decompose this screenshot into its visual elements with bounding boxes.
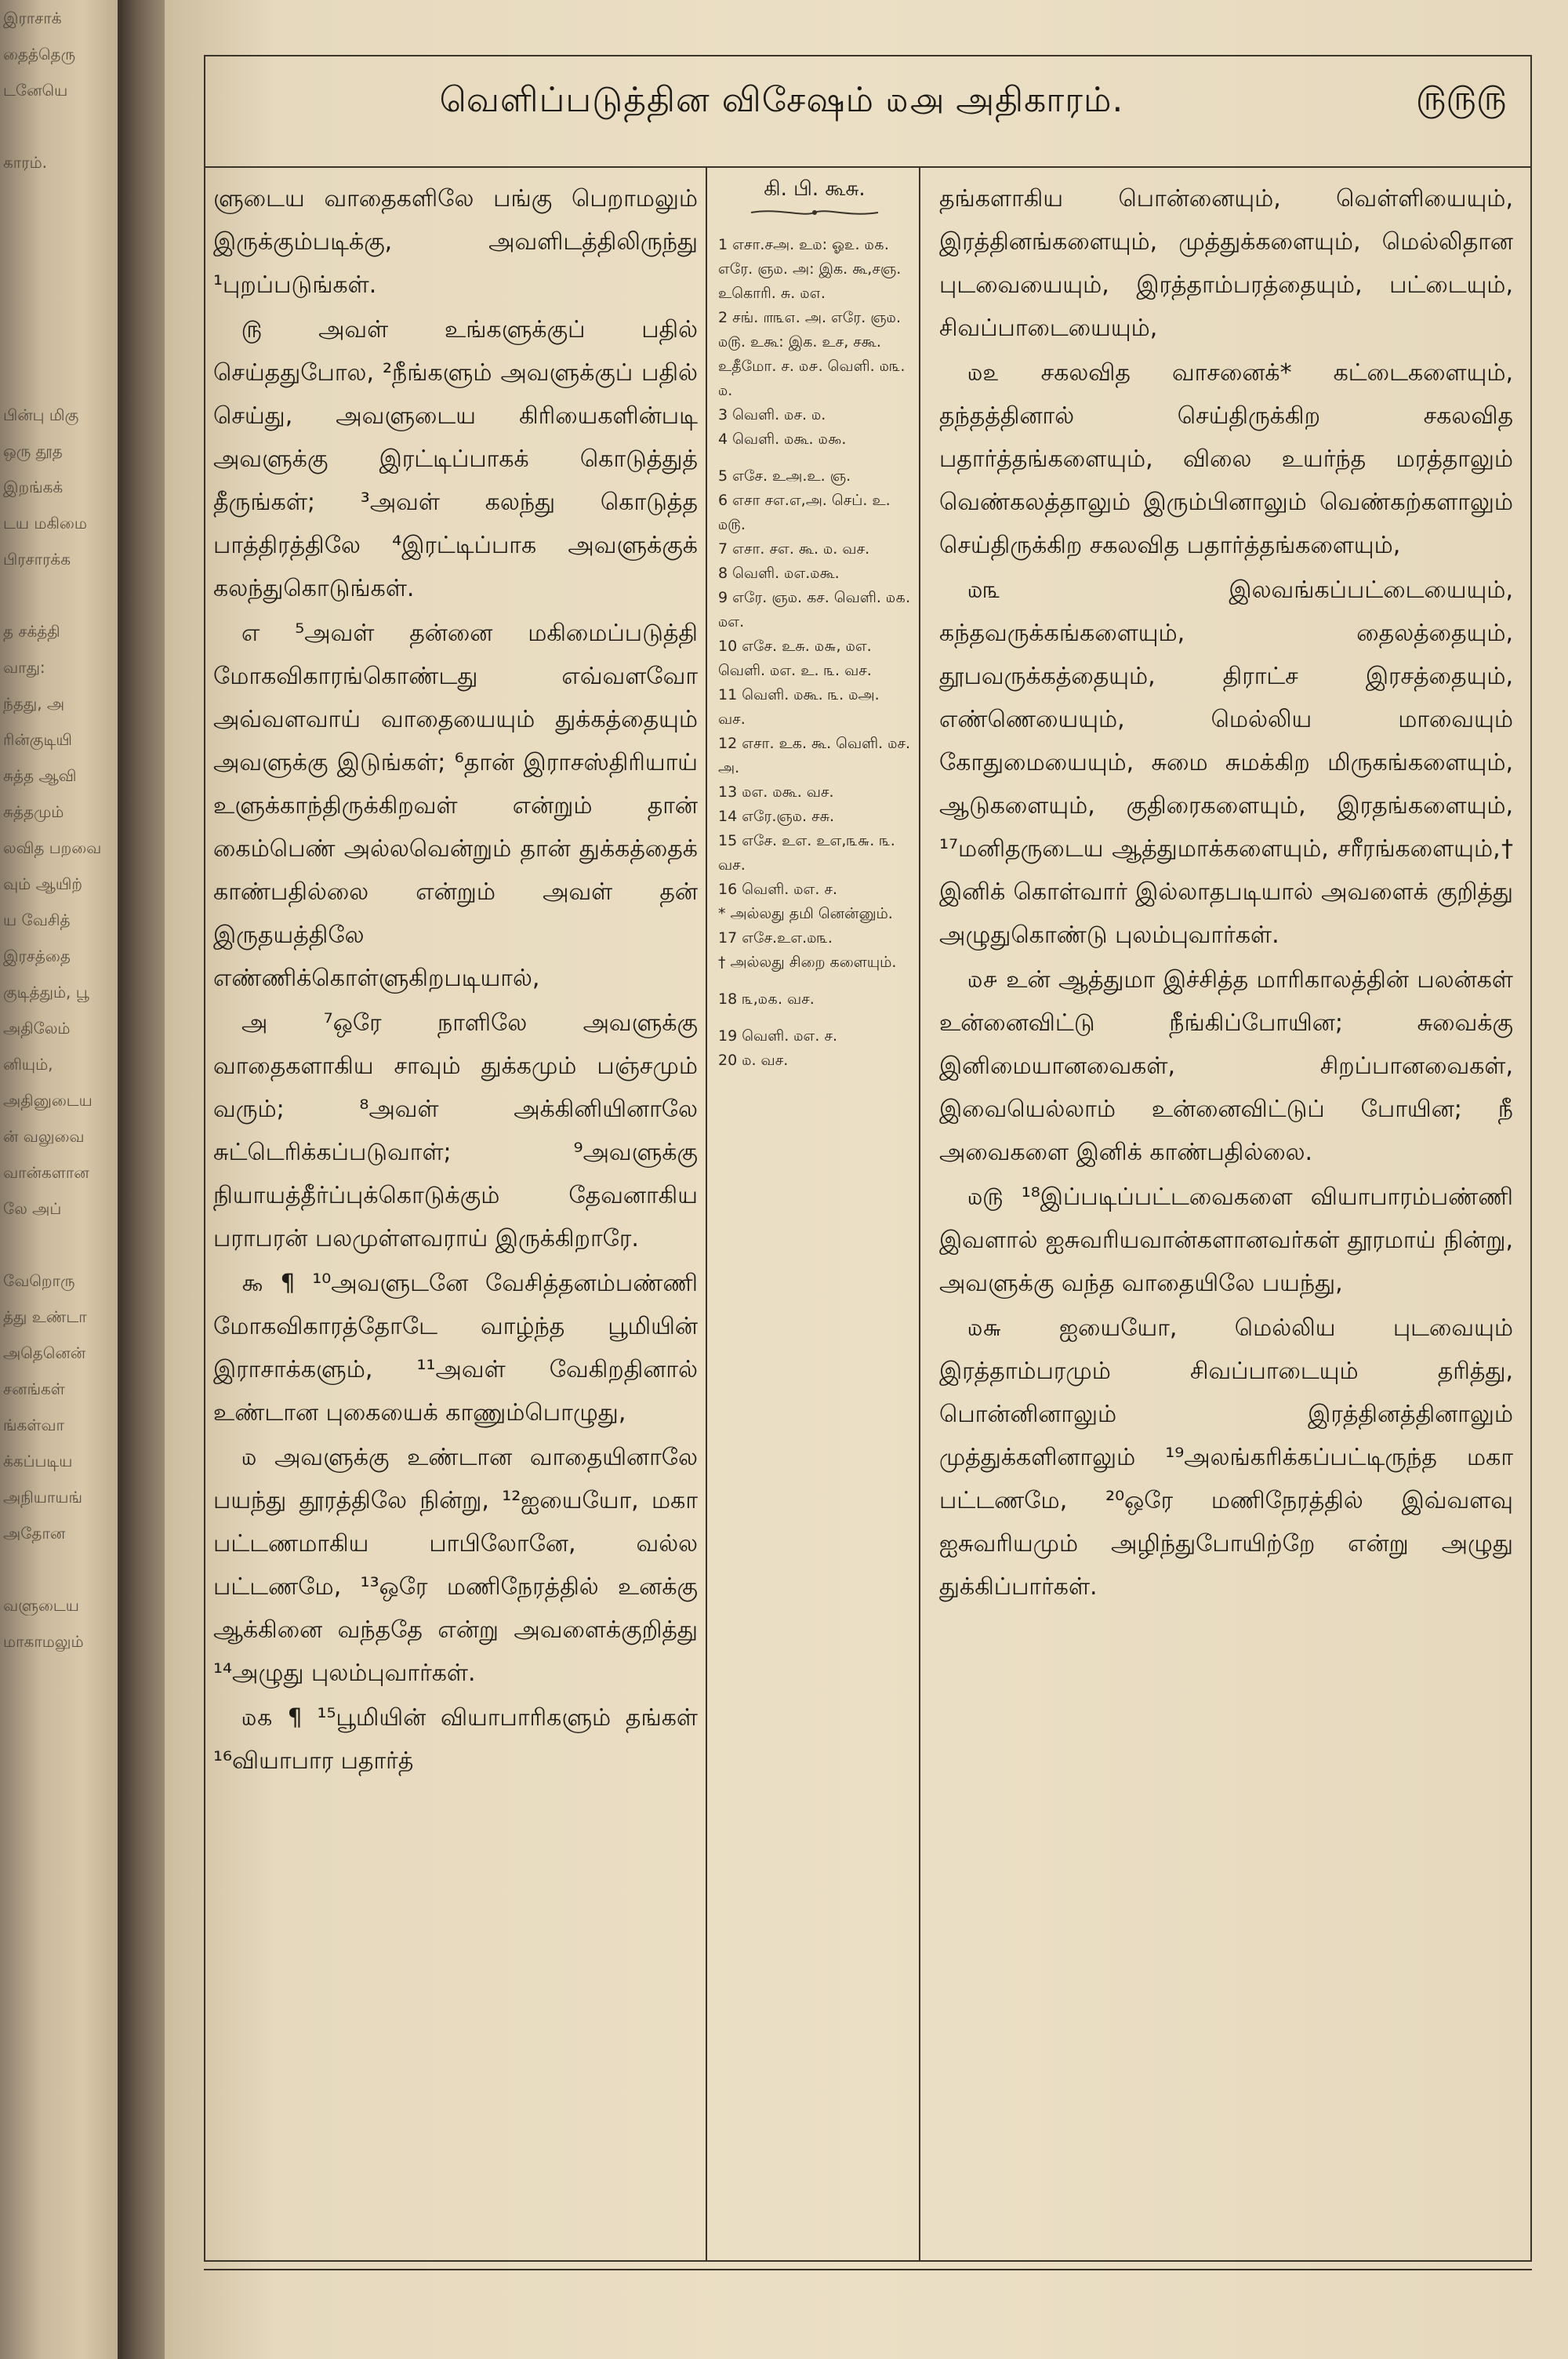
previous-page-fragment: தைத்தெரு bbox=[3, 45, 76, 64]
ornament-flourish-icon bbox=[748, 206, 881, 219]
previous-page-fragment: குடித்தும், பூ bbox=[3, 983, 89, 1001]
previous-page-fragment bbox=[0, 253, 118, 289]
cross-reference-item: 13 ௰எ. ௰கூ. வச. bbox=[718, 783, 834, 801]
cross-reference-item: 14 எரே.ஞ௰. சசு. bbox=[718, 808, 835, 825]
previous-page-fragment: பிரசாரக்க bbox=[3, 550, 71, 569]
previous-page-fragment bbox=[0, 180, 118, 216]
previous-page-fragment bbox=[0, 108, 118, 144]
cross-reference-item: 7 எசா. சஎ. கூ. ௰. வச. bbox=[718, 540, 870, 558]
previous-page-fragment bbox=[0, 1227, 118, 1263]
cross-reference-item: † அல்லது சிறை களையும். bbox=[718, 954, 897, 971]
page-frame bbox=[204, 55, 1532, 2262]
previous-page-fragment: ரின்குடியி bbox=[3, 730, 72, 749]
verse-paragraph: ௰௨ சகலவித வாசனைக்* கட்டைகளையும், தந்தத்தினால் செய்திருக்கிற சகலவித பதார்த்தங்களையும், விலை உயர்ந்த மரத்தாலும் வெண்கலத்தாலும் இரும்பினாலும் வெண்கற்களாலும் செய்திருக்கிற சகலவித பதார்த்தங்களையும், bbox=[939, 359, 1513, 559]
previous-page-fragment: சுத்தமும் bbox=[3, 802, 64, 821]
previous-page-fragment: இராசாக் bbox=[3, 9, 62, 27]
previous-page-fragment: காரம். bbox=[3, 153, 48, 172]
cross-reference-list bbox=[718, 233, 911, 1073]
previous-page-fragment: ஒரு தூத bbox=[3, 442, 63, 460]
ornament-divider bbox=[718, 206, 911, 222]
cross-reference-item: 11 வெளி. ௰கூ. ௩. ௰அ. வச. bbox=[718, 686, 880, 728]
previous-page-fragment: னியும், bbox=[3, 1055, 53, 1074]
cross-reference-item: 2 சங். ௱௩௭. அ. எரே. ஞ௰. ௰௫. உகூ: இக. உச, சகூ. உதீமோ. ச. ௰௪. வெளி. ௰௩. ௰. bbox=[718, 309, 906, 399]
cross-reference-item: 10 எசே. உசு. ௰௬, ௰எ. வெளி. ௰எ. உ. ௩. வச. bbox=[718, 638, 872, 679]
cross-reference-item: 6 எசா சஎ.எ,அ. செப். உ. ௰௫. bbox=[718, 492, 891, 533]
cross-reference-item: * அல்லது தமி னென்னும். bbox=[718, 905, 893, 922]
cross-reference-item: 20 ௰. வச. bbox=[718, 1052, 789, 1069]
cross-reference-item: 17 எசே.உஎ.௰௩. bbox=[718, 929, 833, 947]
verse-paragraph: ௰௩ இலவங்கப்பட்டையையும், கந்தவருக்கங்களையும், தைலத்தையும், தூபவருக்கத்தையும், திராட்ச இரசத்தையும், எண்ணெயையும், மெல்லிய மாவையும் கோதுமையையும், சுமை சுமக்கிற மிருகங்களையும், ஆடுகளையும், குதிரைகளையும், இரதங்களையும், ¹⁷மனிதருடைய ஆத்துமாக்களையும், சரீரங்களையும்,† இனிக் கொள்வார் இல்லாதபடியால் அவளைக் குறித்து அழுதுகொண்டு புலம்புவார்கள். bbox=[939, 576, 1513, 949]
verse-paragraph: எ ⁵அவள் தன்னை மகிமைப்படுத்தி மோகவிகாரங்கொண்டது எவ்வளவோ அவ்வளவாய் வாதையையும் துக்கத்தையும் அவளுக்கு இடுங்கள்; ⁶தான் இராசஸ்திரியாய் உளுக்காந்திருக்கிறவள் என்றும் தான் கைம்பெண் அல்லவென்றும் தான் துக்கத்தைக் காண்பதில்லை என்றும் அவள் தன் இருதயத்திலே எண்ணிக்கொள்ளுகிறபடியால், bbox=[213, 620, 698, 992]
previous-page-fragment: அநியாயங் bbox=[3, 1488, 83, 1507]
previous-page-edge bbox=[0, 0, 118, 2359]
cross-reference-item: 1 எசா.சஅ. உ௰: ஓ௨. ௰௧. எரே. ஞ௰. அ: இக. கூ,சஞ. உகொரி. சு. ௰௭. bbox=[718, 236, 902, 302]
cross-reference-item: 8 வெளி. ௰எ.௰கூ. bbox=[718, 565, 840, 582]
previous-page-fragment: இரசத்தை bbox=[3, 947, 71, 965]
previous-page-fragment: அதினுடைய bbox=[3, 1091, 93, 1110]
bottom-rule bbox=[204, 2269, 1532, 2270]
previous-page-fragment: த்து உண்டா bbox=[3, 1307, 87, 1326]
page bbox=[165, 0, 1568, 2359]
previous-page-fragment: ங்கள்வா bbox=[3, 1416, 64, 1434]
previous-page-fragment bbox=[0, 361, 118, 397]
previous-page-fragment: சுத்த ஆவி bbox=[3, 766, 77, 785]
verse-paragraph: ௰ அவளுக்கு உண்டான வாதையினாலே பயந்து தூரத்திலே நின்று, ¹²ஐயையோ, மகா பட்டணமாகிய பாபிலோனே, வல்ல பட்டணமே, ¹³ஒரே மணிநேரத்தில் உனக்கு ஆக்கினை வந்ததே என்று அவளைக்குறித்து ¹⁴அழுது புலம்புவார்கள். bbox=[213, 1444, 698, 1687]
verse-paragraph: அ ⁷ஒரே நாளிலே அவளுக்கு வாதைகளாகிய சாவும் துக்கமும் பஞ்சமும் வரும்; ⁸அவள் அக்கினியினாலே சுட்டெரிக்கப்படுவாள்; ⁹அவளுக்கு நியாயத்தீர்ப்புக்கொடுக்கும் தேவனாகிய பராபரன் பலமுள்ளவராய் இருக்கிறாரே. bbox=[213, 1009, 698, 1252]
previous-page-fragment: த சக்த்தி bbox=[3, 622, 60, 641]
previous-page-fragment: வேறொரு bbox=[3, 1271, 75, 1290]
cross-reference-item: 3 வெளி. ௰ச. ௰. bbox=[718, 406, 826, 423]
previous-page-fragment: வாது: bbox=[3, 658, 45, 677]
previous-page-fragment bbox=[0, 1551, 118, 1587]
previous-page-fragment bbox=[0, 216, 118, 253]
previous-page-fragment: லவித பறவை bbox=[3, 838, 102, 857]
previous-page-fragment bbox=[0, 577, 118, 613]
previous-page-fragment: அதோன bbox=[3, 1524, 66, 1543]
previous-page-fragment: ய வேசித் bbox=[3, 911, 71, 929]
previous-page-fragment bbox=[0, 325, 118, 361]
previous-page-fragment bbox=[0, 289, 118, 325]
running-title: வெளிப்படுத்தின விசேஷம் ௰௮ அதிகாரம். bbox=[439, 80, 1124, 120]
previous-page-fragment: வான்களான bbox=[3, 1163, 89, 1182]
verse-paragraph: ௫ அவள் உங்களுக்குப் பதில் செய்ததுபோல, ²நீங்களும் அவளுக்குப் பதில் செய்து, அவளுடைய கிரியைகளின்படி அவளுக்கு இரட்டிப்பாகக் கொடுத்துத் தீருங்கள்; ³அவள் கலந்து கொடுத்த பாத்திரத்திலே ⁴இரட்டிப்பாக அவளுக்குக் கலந்துகொடுங்கள். bbox=[213, 316, 698, 602]
verse-paragraph: ௰௧ ¶ ¹⁵பூமியின் வியாபாரிகளும் தங்கள் ¹⁶வியாபார பதார்த் bbox=[213, 1704, 698, 1775]
page-header bbox=[205, 56, 1530, 168]
previous-page-fragment: லே அப் bbox=[3, 1199, 62, 1218]
reference-column-heading: கி. பி. கூசு. bbox=[764, 177, 866, 201]
previous-page-fragment: அதிலேம் bbox=[3, 1019, 71, 1038]
previous-page-fragment: ன் வலுவை bbox=[3, 1127, 85, 1146]
cross-reference-item: 18 ௩,௰௧. வச. bbox=[718, 990, 815, 1008]
cross-reference-item: 16 வெளி. ௰எ. ச. bbox=[718, 881, 837, 898]
cross-reference-item: 9 எரே. ஞ௰. கச. வெளி. ௰௧. ௰எ. bbox=[718, 589, 911, 631]
verse-paragraph: ளுடைய வாதைகளிலே பங்கு பெறாமலும் இருக்கும்படிக்கு, அவளிடத்திலிருந்து ¹புறப்படுங்கள். bbox=[213, 185, 698, 299]
previous-page-fragment: சனங்கள் bbox=[3, 1379, 65, 1398]
cross-reference-item: 5 எசே. உஅ.உ. ஞ. bbox=[718, 467, 851, 485]
cross-reference-item: 12 எசா. உக. கூ. வெளி. ௰ச. அ. bbox=[718, 735, 911, 776]
previous-page-fragment: இறங்கக் bbox=[3, 478, 64, 496]
left-text-column bbox=[205, 168, 707, 2260]
previous-page-fragment: அதெனென் bbox=[3, 1343, 86, 1362]
previous-page-fragment: ந்தது, அ bbox=[3, 694, 65, 713]
page-number: ௫௫௫ bbox=[1416, 78, 1507, 118]
verse-paragraph: ௰௫ ¹⁸இப்படிப்பட்டவைகளை வியாபாரம்பண்ணி இவளால் ஐசுவரியவான்களானவர்கள் தூரமாய் நின்று, அவளுக்கு வந்த வாதையிலே பயந்து, bbox=[939, 1183, 1513, 1297]
cross-reference-column bbox=[709, 168, 920, 2260]
verse-paragraph: ௯ ¶ ¹⁰அவளுடனே வேசித்தனம்பண்ணி மோகவிகாரத்தோடே வாழ்ந்த பூமியின் இராசாக்களும், ¹¹அவள் வேகிறதினால் உண்டான புகையைக் காணும்பொழுது, bbox=[213, 1270, 698, 1427]
cross-reference-item: 19 வெளி. ௰எ. ச. bbox=[718, 1027, 837, 1045]
verse-paragraph: தங்களாகிய பொன்னையும், வெள்ளியையும், இரத்தினங்களையும், முத்துக்களையும், மெல்லிதான புடவையையும், இரத்தாம்பரத்தையும், பட்டையும், சிவப்பாடையையும், bbox=[939, 185, 1513, 342]
cross-reference-item: 4 வெளி. ௰கூ. ௰௯. bbox=[718, 431, 847, 448]
previous-page-fragment: க்கப்படிய bbox=[3, 1452, 73, 1470]
previous-page-fragment: மாகாமலும் bbox=[3, 1632, 84, 1651]
verse-paragraph: ௰௬ ஐயையோ, மெல்லிய புடவையும் இரத்தாம்பரமும் சிவப்பாடையும் தரித்து, பொன்னினாலும் இரத்தினத்தினாலும் முத்துக்களினாலும் ¹⁹அலங்கரிக்கப்பட்டிருந்த மகா பட்டணமே, ²⁰ஒரே மணிநேரத்தில் இவ்வளவு ஐசுவரியமும் அழிந்துபோயிற்றே என்று அழுது துக்கிப்பார்கள். bbox=[939, 1314, 1513, 1601]
previous-page-fragment: வும் ஆயிற் bbox=[3, 874, 83, 893]
right-text-column bbox=[922, 168, 1530, 2260]
cross-reference-item: 15 எசே. உஎ. உஎ,௩௬. ௩. வச. bbox=[718, 832, 895, 874]
previous-page-fragment: டனேயெ bbox=[3, 81, 68, 100]
verse-paragraph: ௰௪ உன் ஆத்துமா இச்சித்த மாரிகாலத்தின் பலன்கள் உன்னைவிட்டு நீங்கிப்போயின; சுவைக்கு இனிமையானவைகள், சிறப்பானவைகள், இவையெல்லாம் உன்னைவிட்டுப் போயின; நீ அவைகளை இனிக் காண்பதில்லை. bbox=[939, 966, 1513, 1166]
previous-page-fragment: வளுடைய bbox=[3, 1596, 79, 1615]
previous-page-fragment: டய மகிமை bbox=[3, 514, 87, 533]
previous-page-fragment: பின்பு மிகு bbox=[3, 405, 79, 424]
